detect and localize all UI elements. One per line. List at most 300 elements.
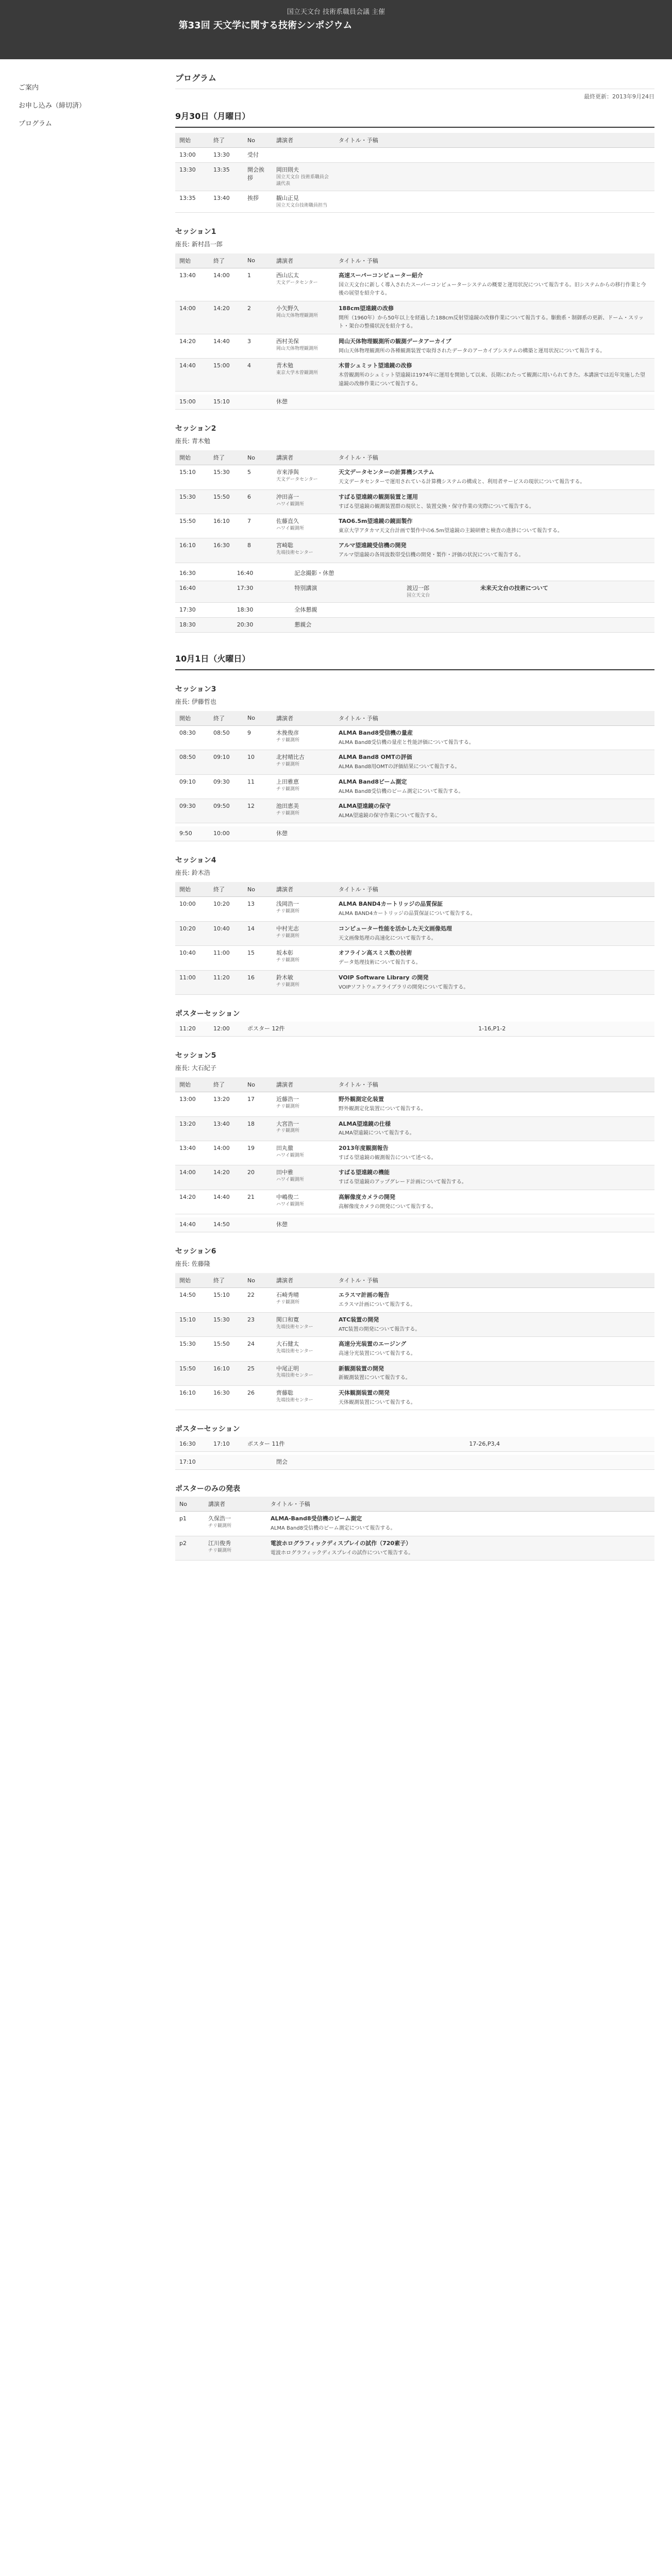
start-time: 13:00	[175, 1092, 209, 1116]
speaker-cell	[272, 1116, 334, 1141]
poster-abstract: ALMA Band8受信機のビーム測定について報告する。	[271, 1526, 396, 1532]
table-row	[175, 581, 654, 602]
speaker-name: 沖田喜一	[276, 493, 299, 500]
start-time: 10:20	[175, 921, 209, 945]
talk-abstract: 天文画像処理の高速化について報告する。	[339, 935, 436, 941]
speaker-cell	[204, 1536, 266, 1560]
end-time: 09:10	[209, 750, 243, 774]
table-row	[175, 970, 654, 994]
start-time: 14:20	[175, 334, 209, 358]
talk-title: ATC装置の開発	[339, 1316, 379, 1323]
column-header-speaker: 講演者	[272, 253, 334, 268]
session-chair: 座長: 新村昌一郎	[175, 240, 223, 248]
start-time: 14:50	[175, 1288, 209, 1312]
speaker-name: 岡田則夫	[276, 166, 299, 173]
title-cell	[476, 581, 654, 602]
speaker-cell	[272, 1337, 334, 1361]
schedule-table	[175, 133, 654, 213]
end-time: 08:50	[209, 725, 243, 750]
end-time: 16:40	[233, 566, 291, 581]
session-title: セッション1	[175, 227, 216, 236]
talk-number: 18	[243, 1116, 272, 1141]
title-cell	[266, 1512, 654, 1536]
start-time: 15:50	[175, 514, 209, 538]
speaker-name: 鈴木敏	[276, 974, 293, 981]
talk-number: 2	[243, 301, 272, 334]
poster-number: p1	[175, 1512, 204, 1536]
start-time: 13:40	[175, 1141, 209, 1165]
end-time: 09:50	[209, 799, 243, 823]
table-row	[175, 1536, 654, 1560]
column-header-title: タイトル・予稿	[266, 1497, 654, 1512]
title-cell	[334, 1141, 654, 1165]
title-cell	[334, 148, 654, 163]
column-header-no: No	[243, 882, 272, 897]
table-row	[175, 514, 654, 538]
end-time: 14:00	[209, 1141, 243, 1165]
start-time: 13:35	[175, 191, 209, 212]
speaker-name: 石崎秀晴	[276, 1292, 299, 1299]
session-table	[175, 253, 654, 392]
start-time: 14:40	[175, 1217, 209, 1232]
title-cell	[334, 750, 654, 774]
start-time: 16:10	[175, 1385, 209, 1410]
table-header-row	[175, 711, 654, 726]
speaker-affiliation: 国立天文台技術職員担当	[276, 202, 328, 208]
talk-title: 高速分光装置のエージング	[339, 1341, 407, 1348]
speaker-affiliation: チリ観測所	[276, 909, 300, 914]
break-row	[175, 1455, 654, 1469]
talk-abstract: アルマ望遠鏡の各周波数帯受信機の開発・製作・評価の状況について報告する。	[339, 552, 524, 558]
speaker-name: 佐藤直久	[276, 518, 299, 525]
talk-abstract: 新観測装置について報告する。	[339, 1375, 411, 1381]
table-row	[175, 1116, 654, 1141]
break-table	[175, 395, 654, 410]
talk-abstract: データ処理技術について報告する。	[339, 960, 421, 966]
start-time: 10:40	[175, 946, 209, 970]
talk-number: 11	[243, 774, 272, 799]
talk-title: ALMA Band8ビーム測定	[339, 778, 407, 785]
talk-number: 1	[243, 268, 272, 301]
column-header-speaker: 講演者	[272, 450, 334, 465]
title-cell	[334, 970, 654, 994]
talk-abstract: 高解像度カメラの開発について報告する。	[339, 1204, 436, 1210]
talk-number: 8	[243, 538, 272, 563]
speaker-affiliation: ハワイ観測所	[276, 501, 304, 507]
speaker-name: 中尾正明	[276, 1365, 299, 1372]
speaker-affiliation: チリ観測所	[276, 933, 300, 939]
talk-abstract: ATC装置の開発について報告する。	[339, 1326, 421, 1332]
talk-abstract: 天文データセンターで運用されている計算機システムの構成と、利用者サービスの現状について報告する。	[339, 479, 585, 485]
talk-number: 23	[243, 1312, 272, 1336]
table-row	[175, 538, 654, 563]
speaker-cell	[272, 334, 334, 358]
speaker-name: 久保浩一	[208, 1515, 231, 1522]
speaker-affiliation: 天文データセンター	[276, 280, 318, 285]
start-time: 15:30	[175, 1337, 209, 1361]
column-header-title: タイトル・予稿	[334, 253, 654, 268]
end-time: 20:30	[233, 617, 291, 632]
table-header-row	[175, 882, 654, 897]
start-time: 9:50	[175, 826, 209, 841]
schedule-table	[175, 566, 654, 633]
site-header	[0, 0, 672, 59]
talk-title: 木曽シュミット望遠鏡の改修	[339, 362, 412, 369]
speaker-cell	[272, 148, 334, 163]
column-header-no: No	[243, 253, 272, 268]
break-table	[175, 1217, 654, 1232]
start-time: 16:10	[175, 538, 209, 563]
speaker-cell	[272, 1141, 334, 1165]
column-header-speaker: 講演者	[272, 711, 334, 726]
title-cell	[334, 921, 654, 945]
end-time: 14:40	[209, 1190, 243, 1214]
speaker-cell	[272, 970, 334, 994]
session-table	[175, 450, 654, 563]
end-time: 14:40	[209, 334, 243, 358]
speaker-affiliation: 先端技術センター	[276, 1397, 313, 1403]
speaker-cell	[272, 946, 334, 970]
end-time: 16:30	[209, 538, 243, 563]
column-header-start: 開始	[175, 1273, 209, 1288]
table-header-row	[175, 1497, 654, 1512]
speaker-cell	[272, 1165, 334, 1190]
break-row	[175, 1217, 654, 1232]
poster-title: ALMA-Band8受信機のビーム測定	[271, 1515, 362, 1522]
talk-abstract: すばる望遠鏡の観測報告について述べる。	[339, 1155, 436, 1161]
table-row	[175, 799, 654, 823]
column-header-no: No	[243, 133, 272, 148]
poster-only-title: ポスターのみの発表	[175, 1485, 240, 1494]
speaker-name: 大石健太	[276, 1341, 299, 1348]
end-time: 15:10	[209, 1288, 243, 1312]
session-title: セッション3	[175, 685, 216, 693]
talk-abstract: VOIPソフトウェアライブラリの開発について報告する。	[339, 984, 469, 990]
talk-number: 4	[243, 359, 272, 392]
speaker-name: 中嶋俊二	[276, 1193, 299, 1200]
sidebar-item-program[interactable]: プログラム	[19, 120, 52, 128]
start-time: 08:50	[175, 750, 209, 774]
speaker-cell	[272, 1190, 334, 1214]
talk-number: 14	[243, 921, 272, 945]
talk-number: 19	[243, 1141, 272, 1165]
speaker-cell	[272, 538, 334, 563]
speaker-cell	[272, 1092, 334, 1116]
speaker-affiliation: チリ観測所	[276, 1128, 300, 1134]
title-cell	[334, 1312, 654, 1336]
end-time: 15:50	[209, 489, 243, 514]
speaker-name: 大宮浩一	[276, 1120, 299, 1127]
speaker-cell	[272, 774, 334, 799]
start-time: 13:40	[175, 268, 209, 301]
column-header-title: タイトル・予稿	[334, 1077, 654, 1092]
table-row	[175, 602, 654, 617]
title-cell	[334, 1190, 654, 1214]
speaker-affiliation: 先端技術センター	[276, 1373, 313, 1379]
speaker-cell	[272, 489, 334, 514]
talk-title: ALMA望遠鏡の仕様	[339, 1120, 391, 1127]
talk-abstract: 高速分光装置について報告する。	[339, 1351, 416, 1357]
talk-title: すばる望遠鏡の観測装置と運用	[339, 493, 418, 500]
sidebar-item-info[interactable]: ご案内	[19, 84, 39, 92]
column-header-no: No	[243, 711, 272, 726]
column-header-speaker: 講演者	[272, 882, 334, 897]
start-time: 10:00	[175, 897, 209, 921]
column-header-end: 終了	[209, 1273, 243, 1288]
talk-abstract: 木曽観測所のシュミット望遠鏡は1974年に運用を開始して以来、長期にわたって観測に用いられてきた。本講演では近年実施した望遠鏡の改修作業について報告する。	[339, 372, 646, 387]
speaker-cell	[272, 725, 334, 750]
speaker-name: 青木勉	[276, 362, 293, 369]
break-label: 休憩	[272, 395, 654, 409]
talk-number: 9	[243, 725, 272, 750]
speaker-affiliation: チリ観測所	[276, 958, 300, 963]
title-cell	[334, 359, 654, 392]
title-cell	[334, 1116, 654, 1141]
start-time: 09:10	[175, 774, 209, 799]
column-header-end: 終了	[209, 1077, 243, 1092]
speaker-cell	[272, 750, 334, 774]
session-chair: 座長: 鈴木浩	[175, 869, 210, 877]
speaker-name: 齊藤聡	[276, 1389, 293, 1396]
table-row	[175, 897, 654, 921]
speaker-cell	[272, 162, 334, 191]
column-header-no: No	[243, 450, 272, 465]
talk-number: 25	[243, 1361, 272, 1385]
break-label: 休憩	[272, 826, 654, 841]
talk-title: 天文データセンターの計算機システム	[339, 469, 434, 476]
start-time: 15:10	[175, 465, 209, 489]
talk-abstract: 開所（1960年）から50年以上を経過した188cm反射望遠鏡の改修作業について報告する。駆動系・制御系の更新、ドーム・スリット・架台の整備状況を紹介する。	[339, 315, 644, 330]
talk-number: 17	[243, 1092, 272, 1116]
last-updated: 最終更新：2013年9月24日	[584, 93, 654, 100]
table-row	[175, 750, 654, 774]
speaker-affiliation: チリ観測所	[276, 1104, 300, 1109]
column-header-speaker: 講演者	[272, 133, 334, 148]
speaker-cell	[272, 1312, 334, 1336]
end-time: 14:20	[209, 301, 243, 334]
title-cell	[334, 1288, 654, 1312]
column-header-end: 終了	[209, 882, 243, 897]
title-cell	[334, 897, 654, 921]
break-label: 休憩	[272, 1217, 654, 1232]
speaker-cell	[204, 1512, 266, 1536]
talk-abstract: 岡山天体物理観測所の各種観測装置で取得されたデータのアーカイブシステムの構築と運用状況について報告する。	[339, 348, 606, 354]
talk-number: 20	[243, 1165, 272, 1190]
speaker-name: 市來淨與	[276, 469, 299, 476]
talk-title: 新観測装置の開発	[339, 1365, 384, 1372]
table-row	[175, 1165, 654, 1190]
column-header-no: No	[243, 1077, 272, 1092]
end-time: 15:10	[209, 395, 243, 409]
end-time: 16:10	[209, 514, 243, 538]
title-cell	[334, 191, 654, 212]
end-time: 15:00	[209, 359, 243, 392]
end-time: 17:10	[209, 1437, 243, 1451]
talk-title: 岡山天体物理観測所の観測データアーカイブ	[339, 337, 451, 345]
end-time: 10:20	[209, 897, 243, 921]
talk-title: ALMA望遠鏡の保守	[339, 803, 391, 809]
sidebar-item-register[interactable]: お申し込み（締切済）	[19, 102, 86, 110]
column-header-end: 終了	[209, 133, 243, 148]
end-time: 14:00	[209, 268, 243, 301]
poster-abstract: 電波ホログラフィックディスプレイの試作について報告する。	[271, 1550, 414, 1556]
talk-title: すばる望遠鏡の機能	[339, 1169, 390, 1176]
column-header-speaker: 講演者	[272, 1273, 334, 1288]
column-header-no: No	[243, 1273, 272, 1288]
column-header-title: タイトル・予稿	[334, 711, 654, 726]
title-cell	[334, 799, 654, 823]
column-header-speaker: 講演者	[204, 1497, 266, 1512]
column-header-start: 開始	[175, 1077, 209, 1092]
speaker-affiliation: 東京大学木曽観測所	[276, 370, 318, 376]
speaker-cell	[272, 359, 334, 392]
table-header-row	[175, 450, 654, 465]
talk-number: 16	[243, 970, 272, 994]
talk-abstract: 東京大学アタカマ天文台計画で製作中の6.5m望遠鏡の主鏡研磨と検査の進捗について報告する。	[339, 528, 563, 534]
speaker-cell	[402, 617, 476, 632]
table-row	[175, 1385, 654, 1410]
table-header-row	[175, 1077, 654, 1092]
talk-number: 3	[243, 334, 272, 358]
start-time: 14:20	[175, 1190, 209, 1214]
talk-number: 挨拶	[243, 191, 272, 212]
table-row	[175, 1092, 654, 1116]
talk-title: VOIP Software Library の開発	[339, 974, 429, 981]
column-header-no: No	[175, 1497, 204, 1512]
main-content	[149, 59, 660, 1584]
title-cell	[334, 514, 654, 538]
end-time: 10:40	[209, 921, 243, 945]
table-row	[175, 1288, 654, 1312]
end-time: 12:00	[209, 1022, 243, 1036]
speaker-cell	[272, 465, 334, 489]
talk-number: 全体懇親	[290, 602, 402, 617]
speaker-name: 渡辺一郎	[407, 584, 430, 591]
speaker-cell	[272, 191, 334, 212]
table-row	[175, 725, 654, 750]
title-cell	[334, 1165, 654, 1190]
break-row	[175, 395, 654, 409]
start-time: 14:00	[175, 1165, 209, 1190]
title-cell	[266, 1536, 654, 1560]
start-time: 11:00	[175, 970, 209, 994]
session-table	[175, 882, 654, 995]
end-time: 13:30	[209, 148, 243, 163]
title-cell	[334, 946, 654, 970]
end-time: 14:20	[209, 1165, 243, 1190]
talk-abstract: すばる望遠鏡の観測装置群の現状と、装置交換・保守作業の実際について報告する。	[339, 503, 534, 510]
speaker-affiliation: チリ観測所	[276, 810, 300, 816]
speaker-affiliation: チリ観測所	[276, 762, 300, 768]
title-cell	[334, 774, 654, 799]
poster-label: ポスター 11件	[243, 1437, 465, 1451]
talk-abstract: ALMA BAND4カートリッジの品質保証について報告する。	[339, 911, 476, 917]
title-cell	[334, 489, 654, 514]
end-time: 15:50	[209, 1337, 243, 1361]
site-title: 第33回 天文学に関する技術シンポジウム	[178, 20, 352, 31]
column-header-start: 開始	[175, 253, 209, 268]
talk-title: 天体観測装置の開発	[339, 1389, 390, 1396]
talk-abstract: 野外観測定化装置について報告する。	[339, 1106, 426, 1112]
speaker-affiliation: 天文データセンター	[276, 477, 318, 483]
table-row	[175, 301, 654, 334]
start-time: 13:00	[175, 148, 209, 163]
talk-title: 未来天文台の技術について	[480, 584, 548, 591]
talk-title: オフライン高スミス数の技術	[339, 950, 412, 957]
start-time: 15:30	[175, 489, 209, 514]
speaker-affiliation: チリ観測所	[276, 737, 300, 743]
start-time: 16:30	[175, 1437, 209, 1451]
speaker-affiliation: チリ観測所	[276, 786, 300, 792]
poster-only-table	[175, 1497, 654, 1561]
speaker-affiliation: ハワイ観測所	[276, 1153, 304, 1158]
sidebar	[0, 59, 149, 1584]
poster-number: p2	[175, 1536, 204, 1560]
session-chair: 座長: 佐藤隆	[175, 1260, 210, 1268]
break-row	[175, 826, 654, 841]
column-header-title: タイトル・予稿	[334, 133, 654, 148]
poster-session-title: ポスターセッション	[175, 1425, 240, 1434]
speaker-affiliation: 岡山天体物理観測所	[276, 313, 318, 318]
speaker-name: 近藤浩一	[276, 1096, 299, 1103]
speaker-name: 江川俊秀	[208, 1539, 231, 1547]
start-time: 08:30	[175, 725, 209, 750]
speaker-affiliation: チリ観測所	[208, 1548, 232, 1553]
poster-table	[175, 1022, 654, 1037]
speaker-cell	[272, 921, 334, 945]
poster-numbers: 17-26,P3,4	[465, 1437, 654, 1451]
session-table	[175, 711, 654, 824]
speaker-name: 上田雅恵	[276, 778, 299, 785]
column-header-start: 開始	[175, 882, 209, 897]
title-cell	[334, 725, 654, 750]
table-row	[175, 566, 654, 581]
end-time: 11:20	[209, 970, 243, 994]
speaker-name: 中村光志	[276, 925, 299, 932]
talk-abstract: ALMA Band8用OMTの評価結果について報告する。	[339, 764, 460, 770]
table-row	[175, 191, 654, 212]
title-cell	[334, 538, 654, 563]
table-row	[175, 1361, 654, 1385]
end-time: 17:30	[233, 581, 291, 602]
table-row	[175, 1190, 654, 1214]
start-time: 15:00	[175, 395, 209, 409]
speaker-name: 西村美保	[276, 337, 299, 345]
speaker-cell	[402, 581, 476, 602]
talk-title: アルマ望遠鏡受信機の開発	[339, 542, 407, 549]
day-heading: 9月30日（月曜日）	[175, 104, 654, 128]
session-title: セッション4	[175, 856, 216, 865]
talk-abstract: 国立天文台に新しく導入されたスーパーコンピューターシステムの概要と運用状況について報告する。旧システムからの移行作業と今後の展望を紹介する。	[339, 282, 646, 297]
talk-number: 5	[243, 465, 272, 489]
speaker-affiliation: チリ観測所	[276, 1300, 300, 1306]
talk-title: 野外観測定化装置	[339, 1096, 384, 1103]
speaker-cell	[272, 268, 334, 301]
talk-number: 7	[243, 514, 272, 538]
title-cell	[476, 602, 654, 617]
spacer	[243, 826, 272, 841]
talk-number: 22	[243, 1288, 272, 1312]
start-time: 11:20	[175, 1022, 209, 1036]
talk-number: 24	[243, 1337, 272, 1361]
start-time: 09:30	[175, 799, 209, 823]
end-time: 14:50	[209, 1217, 243, 1232]
start-time: 17:30	[175, 602, 233, 617]
poster-row	[175, 1022, 654, 1036]
column-header-start: 開始	[175, 450, 209, 465]
spacer	[243, 395, 272, 409]
speaker-affiliation: 国立天文台 技術系職員会議代表	[276, 174, 329, 187]
